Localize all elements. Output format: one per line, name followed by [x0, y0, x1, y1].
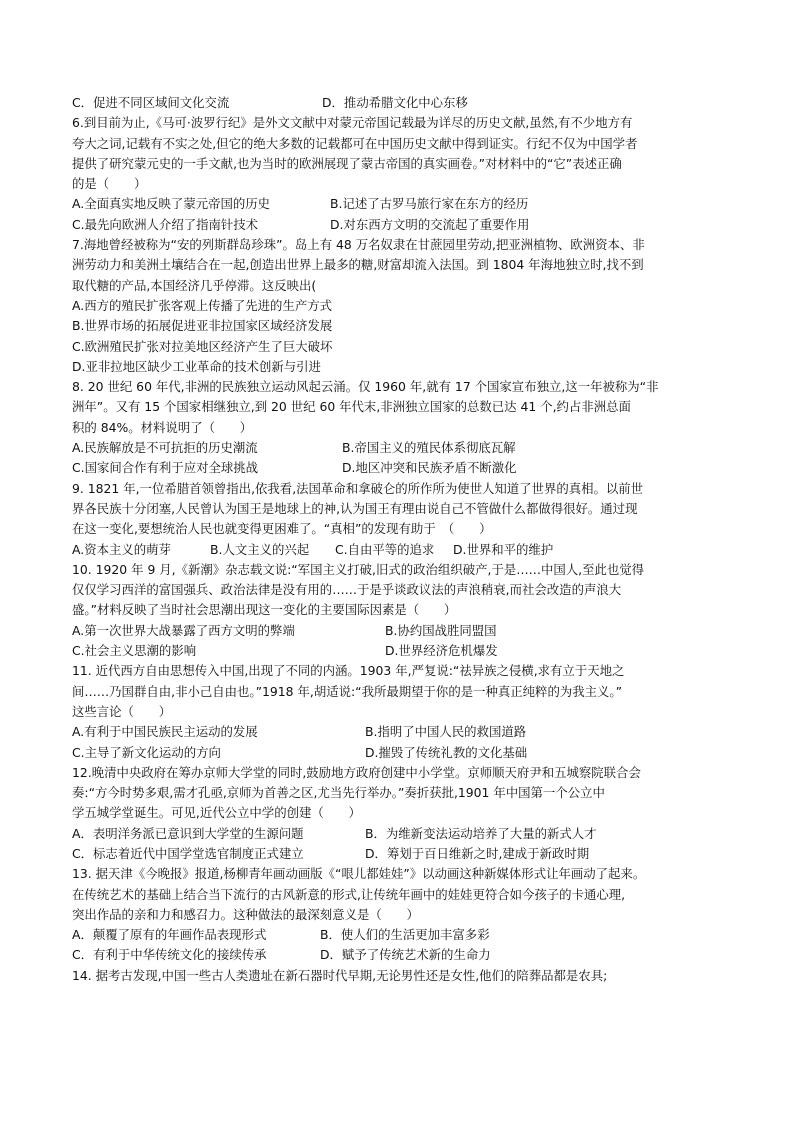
- q6-options-row: [72, 194, 724, 214]
- answer-option: A.民族解放是不可抗拒的历史潮流: [72, 440, 258, 456]
- q8-stem-line: 8. 20 世纪 60 年代,非洲的民族独立运动风起云涌。仅 1960 年,就有 17 个国家宣布独立,这一年被称为“非: [72, 379, 659, 395]
- answer-option: D．赋予了传统艺术新的生命力: [320, 947, 491, 963]
- q11-stem-line: 这些言论（ ）: [72, 703, 172, 719]
- q8-options-row: [72, 458, 724, 478]
- answer-option: B.人文主义的兴起: [210, 541, 310, 557]
- q13-options-row: [72, 925, 724, 945]
- q6-stem-line: 提供了研究蒙元史的一手文献,也为当时的欧洲展现了蒙古帝国的真实画卷。”对材料中的“它”表述正确: [72, 155, 622, 171]
- q10-stem-line: 盛。”材料反映了当时社会思潮出现这一变化的主要国际因素是（ ）: [72, 602, 457, 618]
- answer-option: C．标志着近代中国学堂选官制度正式建立: [72, 845, 304, 861]
- answer-option: D．筹划于百日维新之时,建成于新政时期: [365, 845, 590, 861]
- answer-option: A.资本主义的萌芽: [72, 541, 171, 557]
- answer-option: A.有利于中国民族民主运动的发展: [72, 724, 258, 740]
- q11-stem-line: 间……乃国群自由,非小己自由也。”1918 年,胡适说:“我所最期望于你的是一种真正纯粹的为我主义。”: [72, 683, 623, 699]
- q6-stem-line: 的是（ ）: [72, 176, 147, 192]
- q11-options-row: [72, 743, 724, 763]
- answer-option: C.国家间合作有利于应对全球挑战: [72, 460, 259, 476]
- q10-stem-line: 仅仅学习西洋的富国强兵、政治法律是没有用的……于是乎谈政议法的声浪稍衰,而社会改造的声浪大: [72, 582, 622, 598]
- q5-options-row: [72, 93, 724, 113]
- answer-option: B.帝国主义的殖民体系彻底瓦解: [342, 440, 516, 456]
- q13-stem-line: 在传统艺术的基础上结合当下流行的古风新意的形式,让传统年画中的娃娃更符合如今孩子的卡通心理,: [72, 886, 626, 902]
- answer-option: C.主导了新文化运动的方向: [72, 744, 221, 760]
- q11-options-row: [72, 722, 724, 742]
- q13-stem-line: 突出作品的亲和力和感召力。这种做法的最深刻意义是（ ）: [72, 906, 419, 922]
- q12-options-row: [72, 844, 724, 864]
- answer-option: B.协约国战胜同盟国: [385, 622, 497, 638]
- answer-option: A.全面真实地反映了蒙元帝国的历史: [72, 196, 271, 212]
- q8-stem-line: 洲年”。又有 15 个国家相继独立,到 20 世纪 60 年代末,非洲独立国家的总数已达 41 个,约占非洲总面: [72, 399, 631, 415]
- answer-option: B．为维新变法运动培养了大量的新式人才: [365, 825, 597, 841]
- answer-option: A．颠覆了原有的年画作品表现形式: [72, 927, 267, 943]
- q7-stem-line: 7.海地曾经被称为“安的列斯群岛珍珠”。岛上有 48 万名奴隶在甘蔗园里劳动,把亚洲植物、欧洲资本、非: [72, 237, 645, 253]
- q9-stem-line: 在这一变化,要想统治人民也就变得更困难了。“真相”的发现有助于 （ ）: [72, 521, 492, 537]
- q9-options-row: [72, 540, 724, 560]
- q8-stem-line: 积的 84%。材料说明了（ ）: [72, 419, 253, 435]
- answer-option: B.记述了古罗马旅行家在东方的经历: [330, 196, 529, 212]
- q7-option: A.西方的殖民扩张客观上传播了先进的生产方式: [72, 297, 333, 313]
- answer-option: C．有利于中华传统文化的接续传承: [72, 947, 267, 963]
- q7-option: C.欧洲殖民扩张对拉美地区经济产生了巨大破坏: [72, 338, 333, 354]
- q10-options-row: [72, 621, 724, 641]
- answer-option: C．促进不同区域间文化交流: [72, 95, 230, 110]
- exam-page: [72, 93, 724, 986]
- q12-stem-line: 奏:“方今时势多艰,需才孔亟,京师为首善之区,尤当先行举办。”奏折获批,1901 年中国第一个公立中: [72, 785, 605, 801]
- answer-option: D.地区冲突和民族矛盾不断激化: [342, 460, 517, 476]
- q6-stem-line: 夸大之词,记载有不实之处,但它的绝大多数的记载都可在中国历史文献中得到证实。行纪不仅为中国学者: [72, 135, 638, 151]
- answer-option: C.自由平等的追求: [335, 541, 435, 557]
- q12-stem-line: 学五城学堂诞生。可见,近代公立中学的创建（ ）: [72, 805, 361, 821]
- answer-option: A．表明洋务派已意识到大学堂的生源问题: [72, 825, 304, 841]
- answer-option: D.世界经济危机爆发: [385, 643, 498, 659]
- q6-stem-line: 6.到目前为止,《马可·波罗行纪》是外文文献中对蒙元帝国记载最为详尽的历史文献,虽然,有不少地方有: [72, 115, 633, 131]
- q9-stem-line: 9. 1821 年,一位希腊首领曾指出,依我看,法国革命和拿破仑的所作所为使世人知道了世界的真相。以前世: [72, 480, 644, 496]
- q12-options-row: [72, 824, 724, 844]
- q14-stem-line: 14. 据考古发现,中国一些古人类遗址在新石器时代早期,无论男性还是女性,他们的陪葬品都是农具;: [72, 967, 608, 983]
- answer-option: D.摧毁了传统礼教的文化基础: [365, 744, 528, 760]
- answer-option: A.第一次世界大战暴露了西方文明的弊端: [72, 622, 295, 638]
- answer-option: D．推动希腊文化中心东移: [322, 95, 468, 110]
- answer-option: C.最先向欧洲人介绍了指南针技术: [72, 216, 259, 232]
- q11-stem-line: 11. 近代西方自由思想传入中国,出现了不同的内涵。1903 年,严复说:“祛异族之侵横,求有立于天地之: [72, 663, 625, 679]
- q7-stem-line: 洲劳动力和美洲土壤结合在一起,创造出世界上最多的糖,财富却流入法国。到 1804 年海地独立时,找不到: [72, 257, 644, 273]
- answer-option: D.世界和平的维护: [453, 541, 554, 557]
- q6-options-row: [72, 215, 724, 235]
- q10-stem-line: 10. 1920 年 9 月,《新潮》杂志载文说:“军国主义打破,旧式的政治组织破产,于是……中国人,至此也觉得: [72, 561, 645, 577]
- q10-options-row: [72, 641, 724, 661]
- q13-stem-line: 13. 据天津《今晚报》报道,杨柳青年画动画版《“哏儿都娃娃”》以动画这种新媒体形式让年画动了起来。: [72, 866, 646, 882]
- answer-option: D.对东西方文明的交流起了重要作用: [330, 216, 530, 232]
- answer-option: B.指明了中国人民的救国道路: [365, 724, 527, 740]
- q12-stem-line: 12.晚清中央政府在筹办京师大学堂的同时,鼓励地方政府创建中小学堂。京师顺天府尹和五城察院联合会: [72, 764, 641, 780]
- q13-options-row: [72, 945, 724, 965]
- q7-stem-line: 取代糖的产品,本国经济几乎停滞。这反映出(: [72, 277, 317, 293]
- q7-option: B.世界市场的拓展促进亚非拉国家区域经济发展: [72, 318, 333, 334]
- q7-option: D.亚非拉地区缺少工业革命的技术创新与引进: [72, 358, 321, 374]
- q9-stem-line: 界各民族十分闭塞,人民曾认为国王是地球上的神,认为国王有理由说自己不管做什么都做得很好。通过现: [72, 500, 638, 516]
- q8-options-row: [72, 438, 724, 458]
- answer-option: B．使人们的生活更加丰富多彩: [320, 927, 490, 943]
- answer-option: C.社会主义思潮的影响: [72, 643, 197, 659]
